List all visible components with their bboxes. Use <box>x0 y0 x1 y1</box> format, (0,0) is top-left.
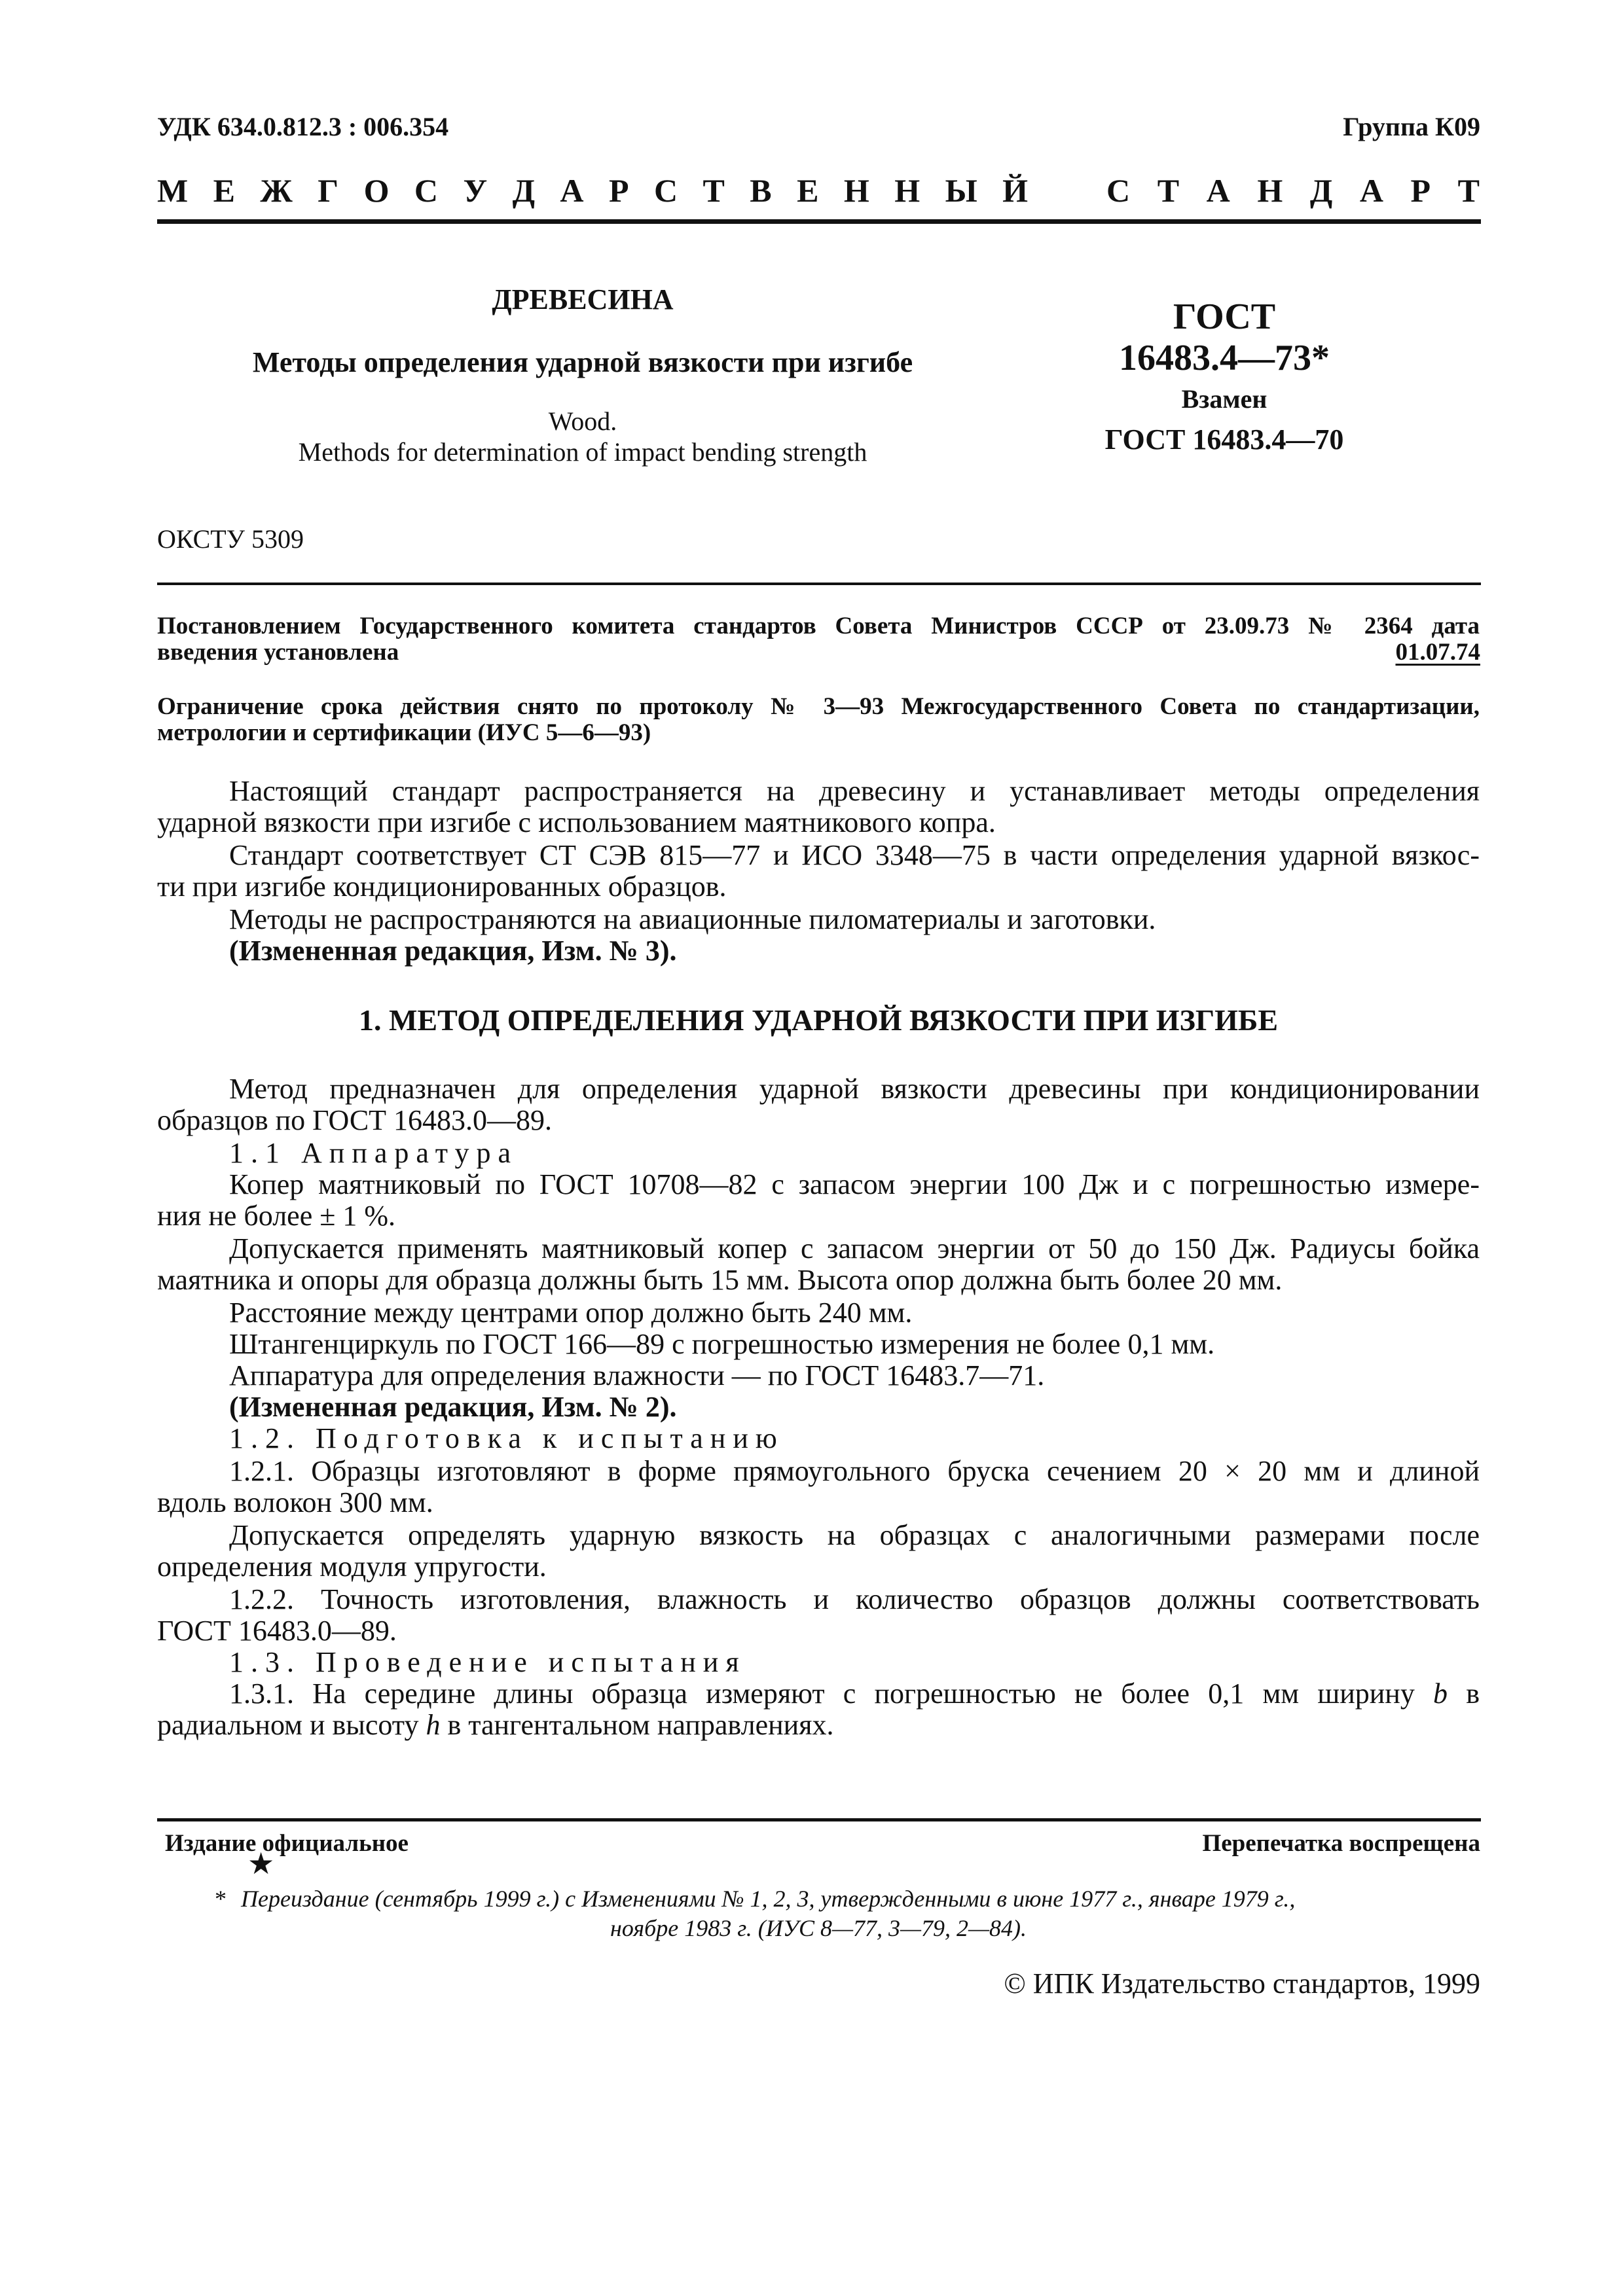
restriction-line-1: Ограничение срока действия снято по протоколу № 3—93 Межгосударственного Совета по стандартизации, <box>157 693 1480 720</box>
s1-1-p1-l2: ния не более ± 1 %. <box>157 1200 396 1232</box>
reissue-note-mark: * <box>215 1886 227 1912</box>
s1-1-p4: Штангенциркуль по ГОСТ 166—89 с погрешностью измерения не более 0,1 мм. <box>229 1328 1215 1360</box>
s1-p1-l1: Метод предназначен для определения ударной вязкости древесины при кондиционировании <box>229 1073 1480 1105</box>
document-title: ДРЕВЕСИНА <box>492 283 674 315</box>
intro-p2-l1: Стандарт соответствует СТ СЭВ 815—77 и ИСО 3348—75 в части определения ударной вязкос- <box>229 839 1480 871</box>
s1-2-1-l1: 1.2.1. Образцы изготовляют в форме прямоугольного бруска сечением 20 × 20 мм и длиной <box>229 1455 1480 1487</box>
star-icon: ★ <box>247 1847 275 1880</box>
s1-3-heading: 1.3. Проведение испытания <box>229 1646 746 1678</box>
banner-interstate: М Е Ж Г О С У Д А Р С Т В Е Н Н Ы Й <box>157 172 1028 209</box>
intro-p2-l2: ти при изгибе кондиционированных образцов. <box>157 870 727 903</box>
banner-standard: С Т А Н Д А Р Т <box>1106 172 1480 209</box>
s1-3-1-l2 <box>157 1710 1480 1741</box>
width-symbol-b: b <box>1433 1677 1448 1710</box>
s1-3-1-l1 <box>157 1678 1480 1710</box>
s1-2-2-l2: ГОСТ 16483.0—89. <box>157 1615 397 1647</box>
official-edition: Издание официальное <box>165 1830 409 1857</box>
oksty-rule <box>157 583 1481 585</box>
replaces-gost: ГОСТ 16483.4—70 <box>1104 423 1344 456</box>
reissue-note-l2: ноябре 1983 г. (ИУС 8—77, 3—79, 2—84). <box>610 1915 1027 1941</box>
footer-rule <box>157 1818 1481 1821</box>
restriction-line-2: метрологии и сертификации (ИУС 5—6—93) <box>157 719 651 746</box>
s1-1-p3: Расстояние между центрами опор должно быть 240 мм. <box>229 1297 913 1329</box>
height-symbol-h: h <box>426 1709 441 1741</box>
english-subtitle: Methods for determination of impact bending strength <box>298 437 867 467</box>
gost-label: ГОСТ <box>1173 296 1276 337</box>
udk-code: УДК 634.0.812.3 : 006.354 <box>157 112 449 141</box>
s1-p1-l2: образцов по ГОСТ 16483.0—89. <box>157 1104 553 1136</box>
s1-1-change-2: (Измененная редакция, Изм. № 2). <box>229 1391 677 1423</box>
s1-1-p2-l2: маятника и опоры для образца должны быть 15 мм. Высота опор должна быть более 20 мм. <box>157 1264 1283 1296</box>
s1-3-1-l2-text: радиальном и высоту <box>157 1709 426 1741</box>
s1-2-heading: 1.2. Подготовка к испытанию <box>229 1422 784 1454</box>
intro-change-3: (Измененная редакция, Изм. № 3). <box>229 935 677 967</box>
s1-2-1b-l2: определения модуля упругости. <box>157 1551 547 1583</box>
decree-date: 01.07.74 <box>1395 639 1480 666</box>
decree-line-2: введения установлена <box>157 639 399 666</box>
header-rule <box>157 219 1481 224</box>
oksty-code: ОКСТУ 5309 <box>157 524 304 554</box>
intro-p1-l1: Настоящий стандарт распространяется на древесину и устанавливает методы определения <box>229 775 1480 807</box>
s1-2-1b-l1: Допускается определять ударную вязкость на образцах с аналогичными размерами после <box>229 1519 1480 1551</box>
section-1-heading: 1. МЕТОД ОПРЕДЕЛЕНИЯ УДАРНОЙ ВЯЗКОСТИ ПРИ ИЗГИБЕ <box>358 1003 1278 1037</box>
s1-3-1-l1-text: 1.3.1. На середине длины образца измеряют с погрешностью не более 0,1 мм ширину <box>229 1677 1434 1710</box>
s1-2-2-l1: 1.2.2. Точность изготовления, влажность и количество образцов должны соответствовать <box>229 1583 1480 1615</box>
s1-3-1-l1-end: в <box>1448 1677 1480 1710</box>
intro-p3: Методы не распространяются на авиационные пиломатериалы и заготовки. <box>229 903 1156 935</box>
s1-1-heading: 1.1 Аппаратура <box>229 1137 518 1169</box>
s1-1-p5: Аппаратура для определения влажности — по ГОСТ 16483.7—71. <box>229 1359 1045 1391</box>
reprint-prohibited: Перепечатка воспрещена <box>1202 1830 1480 1857</box>
replaces-label: Взамен <box>1181 384 1267 414</box>
intro-p1-l2: ударной вязкости при изгибе с использованием маятникового копра. <box>157 806 996 838</box>
gost-number: 16483.4—73* <box>1119 338 1330 378</box>
document-subtitle: Методы определения ударной вязкости при изгибе <box>252 346 913 378</box>
english-title: Wood. <box>548 406 617 436</box>
copyright: © ИПК Издательство стандартов, 1999 <box>1004 1967 1480 2000</box>
s1-1-p1-l1: Копер маятниковый по ГОСТ 10708—82 с запасом энергии 100 Дж и с погрешностью измере- <box>229 1168 1480 1200</box>
reissue-note-l1: Переиздание (сентябрь 1999 г.) с Изменениями № 1, 2, 3, утвержденными в июне 1977 г., январе 1979 г., <box>241 1886 1296 1912</box>
s1-1-p2-l1: Допускается применять маятниковый копер с запасом энергии от 50 до 150 Дж. Радиусы бойка <box>229 1232 1480 1265</box>
s1-3-1-l2-end: в тангентальном направлениях. <box>440 1709 834 1741</box>
s1-2-1-l2: вдоль волокон 300 мм. <box>157 1486 433 1518</box>
group-code: Группа К09 <box>1343 112 1480 141</box>
decree-line-1: Постановлением Государственного комитета стандартов Совета Министров СССР от 23.09.73 № 2364 дата <box>157 613 1480 639</box>
